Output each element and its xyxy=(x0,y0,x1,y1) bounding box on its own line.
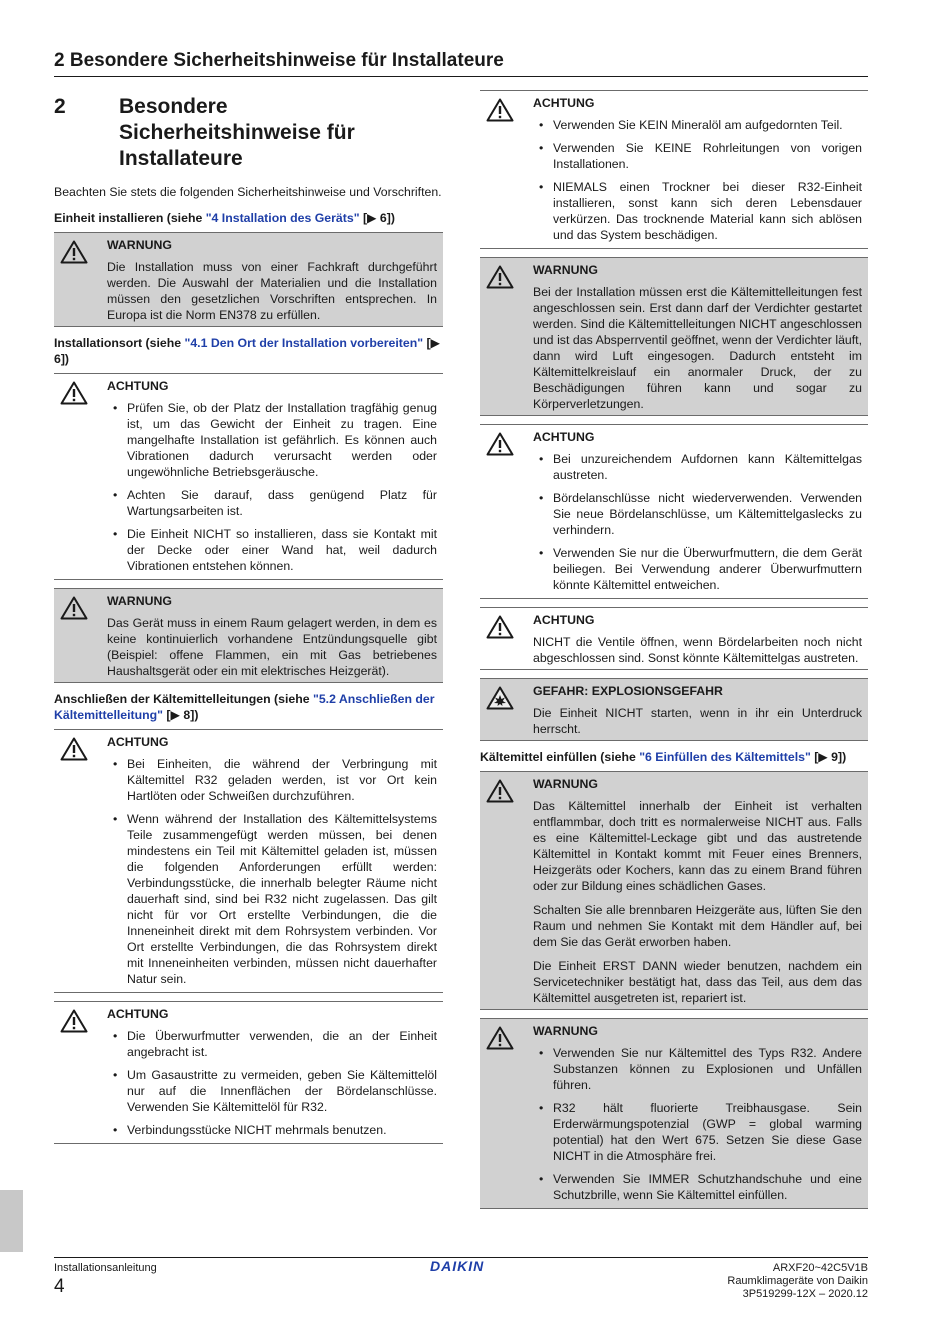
section-prefix: Kältemittel einfüllen (siehe xyxy=(480,750,640,764)
footer-doc-type: Installationsanleitung xyxy=(54,1262,157,1274)
section-suffix: [▶ 9]) xyxy=(810,750,847,764)
box-label: WARNUNG xyxy=(533,1024,598,1038)
warning-box xyxy=(480,257,868,416)
bullet-list xyxy=(533,117,862,243)
section-link[interactable]: "4.1 Den Ort der Installation vorbereiten" xyxy=(184,336,424,350)
chapter-title: Besondere Sicherheitshinweise für Installateure xyxy=(119,95,355,170)
box-text: Die Einheit NICHT starten, wenn in ihr ein Unterdruck herrscht. xyxy=(533,706,862,736)
bullet-list xyxy=(107,400,437,574)
box-label: WARNUNG xyxy=(107,594,172,608)
warning-triangle-icon xyxy=(54,378,107,576)
list-item: • Die Überwurfmutter verwenden, die an der Einheit angebracht ist. xyxy=(107,1028,437,1060)
list-item: • Bei Einheiten, die während der Verbringung mit Kältemittel R32 geladen werden, ist vor Ort kein Hartlöten oder Schweißen durchzuführen. xyxy=(107,756,437,804)
box-label: ACHTUNG xyxy=(533,613,595,627)
box-text: NICHT die Ventile öffnen, wenn Bördelarbeiten noch nicht abgeschlossen sind. Sonst könnte Kältemittelgas austreten. xyxy=(533,635,862,665)
warning-box xyxy=(480,1018,868,1209)
list-item: • Bei unzureichendem Aufdornen kann Kältemittelgas austreten. xyxy=(533,451,862,483)
side-tab xyxy=(0,1190,23,1252)
section-suffix: [▶ 6]) xyxy=(359,211,395,225)
page-header xyxy=(54,50,868,77)
box-text: Die Einheit ERST DANN wieder benutzen, nachdem ein Servicetechniker bestätigt hat, dass das Teil, aus dem das Kältemittel ausgetreten ist, repariert ist. xyxy=(533,959,862,1005)
section-link[interactable]: "4 Installation des Geräts" xyxy=(205,211,360,225)
section-prefix: Einheit installieren (siehe xyxy=(54,211,206,225)
warning-box xyxy=(480,771,868,1010)
box-label: WARNUNG xyxy=(533,777,598,791)
intro-text: Beachten Sie stets die folgenden Sicherheitshinweise und Vorschriften. xyxy=(54,185,442,199)
bullet-list xyxy=(533,1045,862,1203)
list-item: • Um Gasaustritte zu vermeiden, geben Sie Kältemittelöl nur auf die Innenflächen der Bördelanschlüsse. Verwenden Sie Kältemittelöl für R32. xyxy=(107,1067,437,1115)
footer-model: ARXF20~42C5V1B xyxy=(772,1262,868,1274)
list-item: • Bördelanschlüsse nicht wiederverwenden. Verwenden Sie neue Bördelanschlüsse, um Kältemittelgaslecks zu verhindern. xyxy=(533,490,862,538)
list-item: • Die Einheit NICHT so installieren, dass sie Kontakt mit der Decke oder einer Wand hat, weil dadurch Vibrationen entstehen können. xyxy=(107,526,437,574)
left-column xyxy=(54,90,443,1152)
page-number: 4 xyxy=(54,1276,65,1297)
box-label: ACHTUNG xyxy=(107,1007,169,1021)
page-header-title: 2 Besondere Sicherheitshinweise für Installateure xyxy=(54,50,504,71)
box-text: Bei der Installation müssen erst die Kältemittelleitungen fest angeschlossen sein. Erst dann darf der Verdichter gestartet werden. Sind die Kältemittelleitungen NICHT angeschlossen und ist das Absperrventil geöffnet, wenn der Verdichter läuft, dann wird Luft eingesogen. Dadurch entsteht im Kältemittelkreislauf ein anormaler Druck, der zu Beschädigungen führen kann und sogar zu Körperverletzungen. xyxy=(533,285,862,411)
caution-box xyxy=(480,424,868,599)
warning-triangle-icon xyxy=(480,429,533,595)
chapter-heading xyxy=(54,94,443,172)
box-label: WARNUNG xyxy=(107,238,172,252)
section-suffix: [▶ 8]) xyxy=(163,708,199,722)
box-text: Das Kältemittel innerhalb der Einheit ist verhalten entflammbar, doch tritt es normalerweise NICHT aus. Falls es eine Kältemittel-Leckage gibt und das austretende Kältemittel in Kontakt kommt mit Feuer eines Brenners, Heizgeräts oder Kochers, kann das zu einem Brand führen oder zur Bildung eines schädlichen Gases. xyxy=(533,799,862,893)
bullet-list xyxy=(107,756,437,987)
box-text: Die Installation muss von einer Fachkraft durchgeführt werden. Die Auswahl der Materialien und die Installation müssen den gesetzlichen Vorschriften entsprechen. In Europa ist die Norm EN378 zu erfüllen. xyxy=(107,260,437,322)
daikin-logo xyxy=(430,1258,494,1277)
list-item: • Achten Sie darauf, dass genügend Platz für Wartungsarbeiten ist. xyxy=(107,487,437,519)
list-item: • Prüfen Sie, ob der Platz der Installation tragfähig genug ist, um das Gewicht der Einheit zu tragen. Eine mangelhafte Installation ist gefährlich. Es können auch Vibrationen dadurch verursacht werden oder ungewöhnliche Betriebsgeräusche. xyxy=(107,400,437,480)
section-prefix: Installationsort (siehe xyxy=(54,336,185,350)
caution-box xyxy=(54,729,443,993)
caution-box xyxy=(480,607,868,670)
list-item: • Verbindungsstücke NICHT mehrmals benutzen. xyxy=(107,1122,437,1138)
warning-box xyxy=(54,588,443,683)
warning-triangle-icon xyxy=(54,734,107,989)
section-einheit-installieren xyxy=(54,210,443,226)
bullet-list xyxy=(107,1028,437,1138)
section-link[interactable]: "6 Einfüllen des Kältemittels" xyxy=(639,750,811,764)
list-item: • Verwenden Sie KEINE Rohrleitungen von vorigen Installationen. xyxy=(533,140,862,172)
warning-triangle-icon xyxy=(54,237,107,323)
warning-triangle-icon xyxy=(480,776,533,1006)
warning-triangle-icon xyxy=(480,1023,533,1205)
box-text: Das Gerät muss in einem Raum gelagert werden, in dem es keine kontinuierlich vorhandene Entzündungsquelle gibt (Beispiel: offene Flammen, ein mit Gas betriebenes Haushaltsgerät oder ein mit elektrisches Heizgerät). xyxy=(107,616,437,678)
box-label: ACHTUNG xyxy=(107,379,169,393)
box-label: WARNUNG xyxy=(533,263,598,277)
section-link[interactable]: "5.2 Anschließen der Kältemittelleitung" xyxy=(54,692,435,722)
section-prefix: Anschließen der Kältemittelleitungen (siehe xyxy=(54,692,313,706)
warning-triangle-icon xyxy=(480,262,533,412)
list-item: • Verwenden Sie nur Kältemittel des Typs R32. Andere Substanzen können zu Explosionen und Unfällen führen. xyxy=(533,1045,862,1093)
list-item: • NIEMALS einen Trockner bei dieser R32-Einheit installieren, sonst kann sich deren Lebensdauer verkürzen. Das trocknende Material kann sich ablösen und das System beschädigen. xyxy=(533,179,862,243)
footer-doc-ref: 3P519299-12X – 2020.12 xyxy=(742,1288,868,1300)
footer-right-block xyxy=(650,1262,868,1301)
list-item: • Verwenden Sie nur die Überwurfmuttern, die dem Gerät beiliegen. Bei Verwendung anderer Überwurfmuttern könnte Kältemittel entweichen. xyxy=(533,545,862,593)
list-item: • Verwenden Sie KEIN Mineralöl am aufgedornten Teil. xyxy=(533,117,862,133)
warning-triangle-icon xyxy=(480,612,533,666)
box-label: ACHTUNG xyxy=(533,96,595,110)
section-kaeltemittel-einfuellen xyxy=(480,749,868,765)
warning-triangle-icon xyxy=(480,95,533,245)
caution-box xyxy=(54,373,443,580)
bullet-list xyxy=(533,451,862,593)
right-column xyxy=(480,90,868,1217)
box-label: GEFAHR: EXPLOSIONSGEFAHR xyxy=(533,684,723,698)
danger-box xyxy=(480,678,868,741)
list-item: • Wenn während der Installation des Kältemittelsystems Teile zusammengefügt werden müssen, bei denen mindestens ein Teil mit Kältemittel geladen ist, müssen die folgenden Anforderungen erfüllt werden: Verbindungsstücke, die innerhalb belegter Räume nicht dauerhaft sind, sind bei R32 nicht zugelassen. Das gilt nicht für vor Ort erstellte Verbindungen, die die Inneneinheit direkt mit dem Rohrsystem verbinden. Vor Ort erstellte Verbindungen, die das Rohrsystem direkt mit Inneneinheiten verbinden, müssen nicht dauerhafter Natur sein. xyxy=(107,811,437,987)
section-installationsort xyxy=(54,335,443,367)
list-item: • R32 hält fluorierte Treibhausgase. Sein Erderwärmungspotenzial (GWP = global warming potential) hat den Wert 675. Setzen Sie diese Gase NICHT in die Atmosphäre frei. xyxy=(533,1100,862,1164)
logo-text: DAIKIN xyxy=(430,1258,485,1274)
explosion-hazard-icon xyxy=(480,683,533,737)
warning-triangle-icon xyxy=(54,593,107,679)
caution-box xyxy=(54,1001,443,1144)
chapter-number: 2 xyxy=(54,95,66,118)
warning-triangle-icon xyxy=(54,1006,107,1140)
box-text: Schalten Sie alle brennbaren Heizgeräte aus, lüften Sie den Raum und nehmen Sie Kontakt mit dem Händler auf, bei dem Sie das Gerät erworben haben. xyxy=(533,903,862,949)
caution-box xyxy=(480,90,868,249)
list-item: • Verwenden Sie IMMER Schutzhandschuhe und eine Schutzbrille, wenn Sie Kältemittel einfüllen. xyxy=(533,1171,862,1203)
section-suffix: [▶ 6]) xyxy=(54,336,441,366)
box-label: ACHTUNG xyxy=(107,735,169,749)
footer-product: Raumklimageräte von Daikin xyxy=(727,1275,868,1287)
warning-box xyxy=(54,232,443,327)
section-kaeltemittelleitungen xyxy=(54,691,443,723)
box-label: ACHTUNG xyxy=(533,430,595,444)
